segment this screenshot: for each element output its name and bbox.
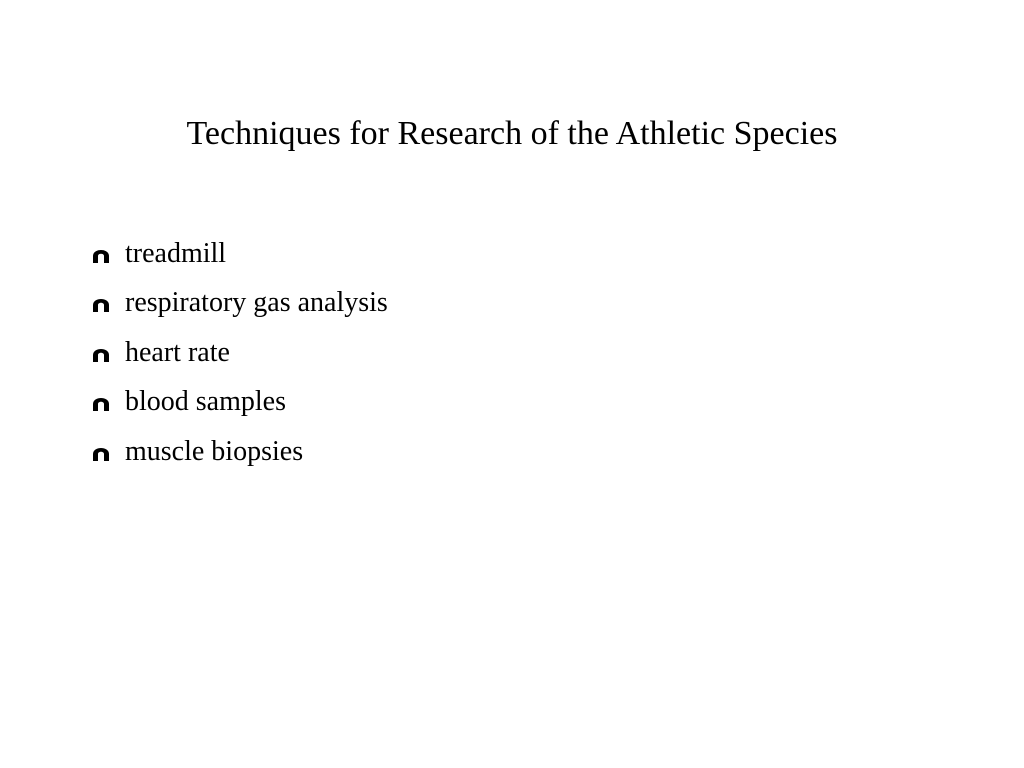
bullet-label: respiratory gas analysis bbox=[125, 287, 388, 319]
omega-arch-bullet-icon bbox=[90, 333, 116, 373]
bullet-item-blood-samples bbox=[90, 378, 388, 428]
bullet-item-respiratory-gas-analysis bbox=[90, 279, 388, 329]
bullet-label: blood samples bbox=[125, 386, 286, 418]
bullet-label: muscle biopsies bbox=[125, 435, 304, 467]
bullet-item-treadmill bbox=[90, 229, 388, 279]
omega-arch-bullet-icon bbox=[90, 234, 116, 274]
bullet-list bbox=[90, 229, 388, 477]
omega-arch-bullet-icon bbox=[90, 382, 116, 422]
bullet-item-muscle-biopsies bbox=[90, 427, 388, 477]
omega-arch-bullet-icon bbox=[90, 432, 116, 472]
bullet-item-heart-rate bbox=[90, 328, 388, 378]
omega-arch-bullet-icon bbox=[90, 283, 116, 323]
slide-title: Techniques for Research of the Athletic Species bbox=[186, 115, 838, 152]
bullet-label: heart rate bbox=[125, 336, 230, 368]
bullet-label: treadmill bbox=[125, 237, 227, 269]
